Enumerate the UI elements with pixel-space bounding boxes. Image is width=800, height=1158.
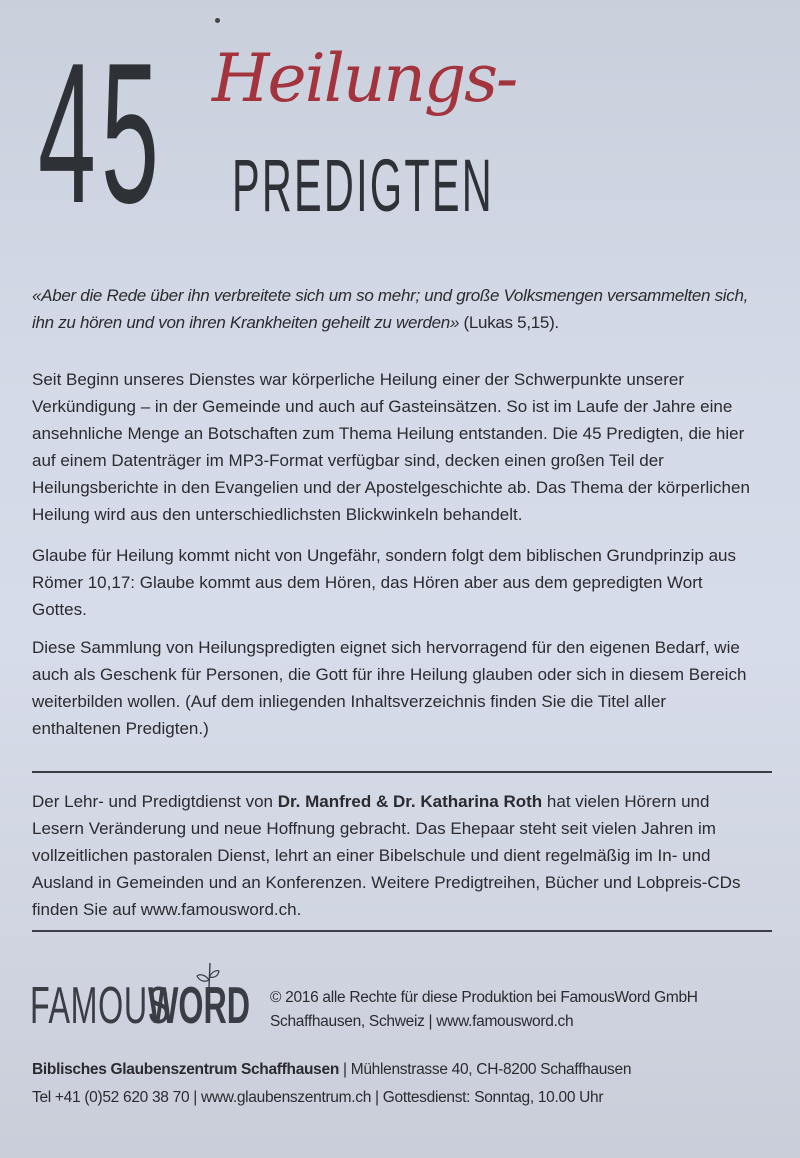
title-script: Heilungs- (212, 40, 517, 117)
church-name: Biblisches Glaubenszentrum Schaffhausen (32, 1061, 339, 1078)
paragraph-faith: Glaube für Heilung kommt nicht von Ungefähr, sondern folgt dem biblischen Grundprinzip aus Römer 10,17: Glaube kommt aus dem Hören, das Hören aber aus dem gepredigten Wort Gottes. (32, 546, 736, 619)
copyright-line: © 2016 alle Rechte für diese Produktion bei FamousWord GmbH (270, 989, 698, 1006)
quote-reference: (Lukas 5,15). (463, 313, 559, 332)
divider-bottom (32, 930, 772, 932)
copyright-block (270, 986, 698, 1034)
title-block (0, 0, 800, 260)
copyright-location: Schaffhausen, Schweiz | www.famousword.ch (270, 1013, 574, 1030)
title-number: 45 (38, 22, 165, 245)
quote-text: «Aber die Rede über ihn verbreitete sich um so mehr; und große Volksmengen versammelten sich, ihn zu hören und von ihren Krankheiten geheilt zu werden» (32, 286, 749, 332)
church-address (32, 1056, 631, 1112)
bio-suffix: hat vielen Hörern und Lesern Veränderung und neue Hoffnung gebracht. Das Ehepaar steht seit vielen Jahren im vollzeitlichen pastoralen Dienst, lehrt an einer Bibelschule und dient regelmäßig im In- und Ausland in Gemeinden und an Konferenzen. Weitere Predigtreihen, Bücher und Lobpreis-CDs finden Sie auf www.famousword.ch. (32, 792, 741, 919)
author-bio (32, 788, 752, 923)
divider-top (32, 771, 772, 773)
paragraph-collection: Diese Sammlung von Heilungspredigten eignet sich hervorragend für den eigenen Bedarf, wie auch als Geschenk für Personen, die Gott für ihre Heilung glauben oder sich in diesem Bereich weiterbilden wollen. (Auf dem inliegenden Inhaltsverzeichnis finden Sie die Titel aller enthaltenen Predigten.) (32, 638, 747, 738)
logo-famous: FAMOUS (30, 977, 170, 1035)
bio-names: Dr. Manfred & Dr. Katharina Roth (277, 792, 543, 811)
famousword-logo (30, 962, 270, 1035)
logo-word: WORD (148, 977, 251, 1035)
bio-prefix: Der Lehr- und Predigtdienst von (32, 792, 278, 811)
church-contact: Tel +41 (0)52 620 38 70 | www.glaubenszentrum.ch | Gottesdienst: Sonntag, 10.00 Uhr (32, 1089, 604, 1106)
bible-quote (32, 282, 752, 336)
paragraph-intro: Seit Beginn unseres Dienstes war körperliche Heilung einer der Schwerpunkte unserer Verkündigung – in der Gemeinde und auch auf Gasteinsätzen. So ist im Laufe der Jahre eine ansehnliche Menge an Botschaften zum Thema Heilung entstanden. Die 45 Predigten, die hier auf einem Datenträger im MP3-Format verfügbar sind, decken einen großen Teil der Heilungsberichte in den Evangelien und der Apostelgeschichte ab. Das Thema der körperlichen Heilung wird aus den unterschiedlichsten Blickwinkeln behandelt. (32, 370, 750, 524)
church-street: | Mühlenstrasse 40, CH-8200 Schaffhausen (339, 1061, 632, 1078)
title-subtitle: PREDIGTEN (232, 144, 494, 227)
